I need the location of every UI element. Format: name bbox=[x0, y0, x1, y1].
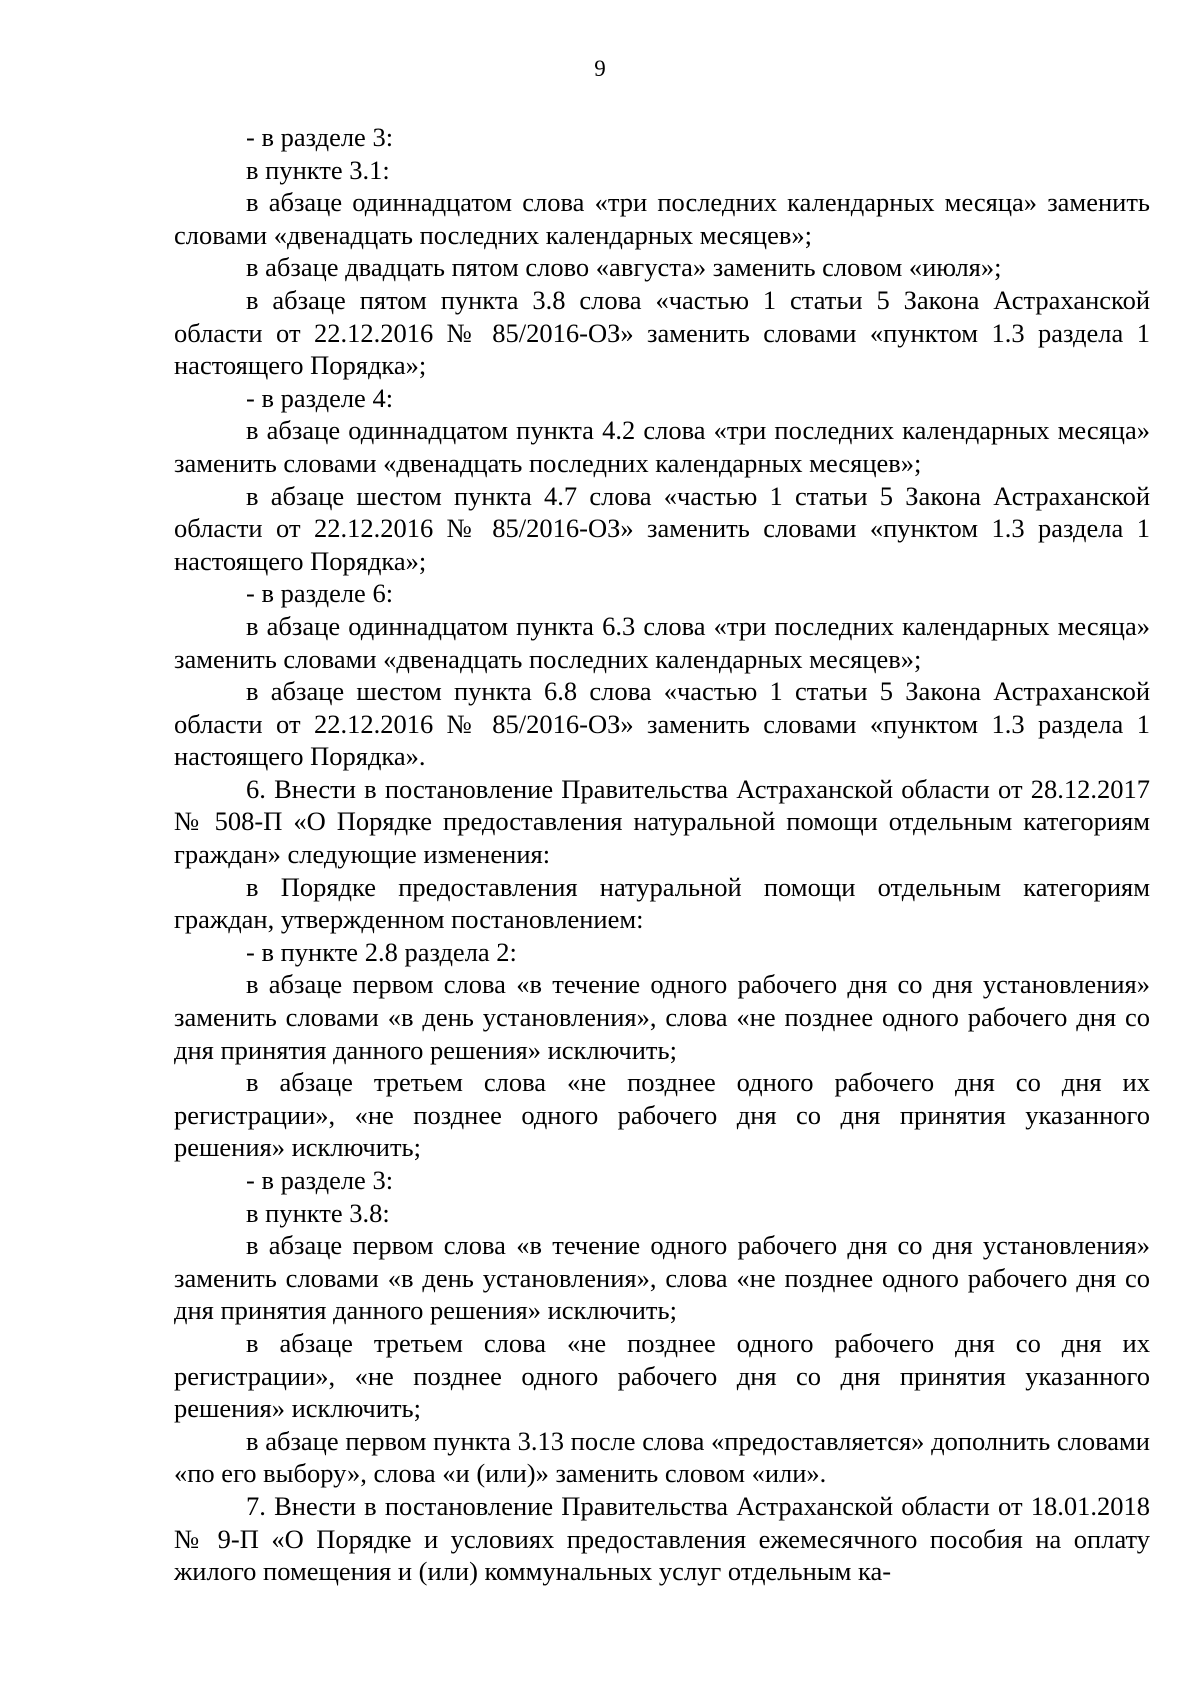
paragraph: в абзаце двадцать пятом слово «августа» заменить словом «июля»; bbox=[246, 252, 1002, 283]
paragraph: в абзаце третьем слова «не позднее одного рабочего дня со дня их регистрации», «не позднее одного рабочего дня со дня принятия указанного решения» исключить; bbox=[174, 1327, 1150, 1424]
document-body bbox=[174, 121, 1150, 1588]
page-number: 9 bbox=[594, 56, 606, 81]
paragraph: в абзаце шестом пункта 4.7 слова «частью 1 статьи 5 Закона Астраханской области от 22.12.2016 № 85/2016-ОЗ» заменить словами «пунктом 1.3 раздела 1 настоящего Порядка»; bbox=[174, 480, 1150, 576]
paragraph: в абзаце первом слова «в течение одного рабочего дня со дня установления» заменить словами «в день установления», слова «не позднее одного рабочего дня со дня принятия данного решения» исключить; bbox=[174, 969, 1150, 1065]
paragraph: - в разделе 6: bbox=[246, 578, 394, 609]
paragraph: в абзаце одиннадцатом пункта 4.2 слова «три последних календарных месяца» заменить словами «двенадцать последних календарных месяцев»; bbox=[174, 415, 1150, 478]
paragraph: в абзаце шестом пункта 6.8 слова «частью 1 статьи 5 Закона Астраханской области от 22.12.2016 № 85/2016-ОЗ» заменить словами «пунктом 1.3 раздела 1 настоящего Порядка». bbox=[174, 676, 1150, 772]
paragraph: в абзаце первом пункта 3.13 после слова «предоставляется» дополнить словами «по его выбору», слова «и (или)» заменить словом «или». bbox=[174, 1425, 1150, 1489]
paragraph: - в разделе 4: bbox=[246, 382, 394, 413]
paragraph: в Порядке предоставления натуральной помощи отдельным категориям граждан, утвержденном постановлением: bbox=[174, 871, 1150, 935]
paragraph: 6. Внести в постановление Правительства Астраханской области от 28.12.2017 № 508-П «О Порядке предоставления натуральной помощи отдельным категориям граждан» следующие изменения: bbox=[174, 773, 1150, 870]
paragraph: в абзаце одиннадцатом слова «три последних календарных месяца» заменить словами «двенадцать последних календарных месяцев»; bbox=[174, 187, 1150, 250]
paragraph: в пункте 3.1: bbox=[246, 154, 390, 185]
paragraph: в абзаце третьем слова «не позднее одного рабочего дня со дня их регистрации», «не позднее одного рабочего дня со дня принятия указанного решения» исключить; bbox=[174, 1067, 1150, 1163]
paragraph: - в разделе 3: bbox=[246, 122, 394, 152]
paragraph: в абзаце первом слова «в течение одного рабочего дня со дня установления» заменить словами «в день установления», слова «не позднее одного рабочего дня со дня принятия данного решения» исключить; bbox=[174, 1230, 1150, 1326]
paragraph: 7. Внести в постановление Правительства Астраханской области от 18.01.2018 № 9-П «О Порядке и условиях предоставления ежемесячного пособия на оплату жилого помещения и (или) коммунальных услуг отдельным ка- bbox=[174, 1490, 1150, 1587]
paragraph: в пункте 3.8: bbox=[246, 1197, 390, 1228]
paragraph: - в пункте 2.8 раздела 2: bbox=[246, 936, 517, 967]
paragraph: - в разделе 3: bbox=[246, 1165, 394, 1195]
paragraph: в абзаце одиннадцатом пункта 6.3 слова «три последних календарных месяца» заменить словами «двенадцать последних календарных месяцев»; bbox=[174, 610, 1150, 674]
paragraph: в абзаце пятом пункта 3.8 слова «частью 1 статьи 5 Закона Астраханской области от 22.12.2016 № 85/2016-ОЗ» заменить словами «пунктом 1.3 раздела 1 настоящего Порядка»; bbox=[174, 284, 1150, 381]
